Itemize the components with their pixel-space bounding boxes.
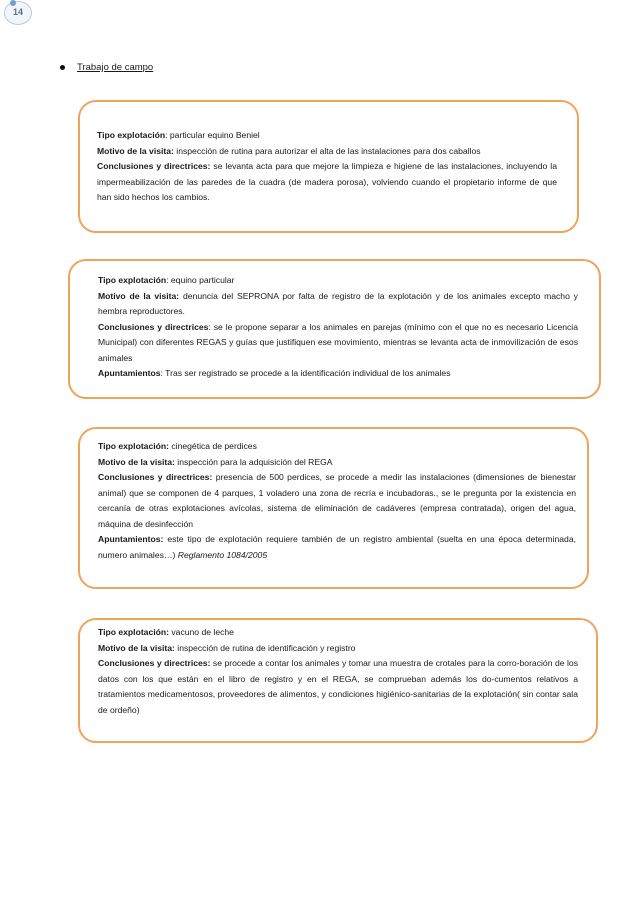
- apuntamientos: Apuntamientos: Tras ser registrado se procede a la identificación individual de los animales: [98, 368, 451, 378]
- tipo-explotacion: Tipo explotación: equino particular: [98, 275, 235, 285]
- reglamento-reference: Reglamento 1084/2005: [177, 549, 268, 560]
- conclusiones: Conclusiones y directrices: se le propone separar a los animales en parejas (mínimo con el que no es necesario Licencia Municipal) con diferentes REGAS y guías que justifiquen ese movimiento, mientras se levanta acta de inmovilización de esos animales: [98, 321, 578, 363]
- visit-card-4: [78, 618, 598, 743]
- conclusiones: Conclusiones y directrices: se levanta acta para que mejore la limpieza e higiene de las instalaciones, incluyendo la impermeabilización de las paredes de la cuadra (de madera porosa), volviendo cuando el propietario informe de que han sido hechos los cambios.: [97, 161, 557, 202]
- tipo-explotacion: Tipo explotación: vacuno de leche: [98, 627, 234, 637]
- motivo-visita: Motivo de la visita: inspección de rutina de identificación y registro: [98, 642, 356, 653]
- tipo-explotacion: Tipo explotación: cinegética de perdices: [98, 441, 257, 451]
- bullet-icon: [60, 65, 65, 70]
- page-number: 14: [12, 7, 23, 17]
- visit-card-2: [68, 259, 601, 399]
- tipo-explotacion: Tipo explotación: particular equino Beniel: [97, 130, 260, 140]
- section-title: Trabajo de campo: [77, 62, 154, 73]
- motivo-visita: Motivo de la visita: inspección para la adquisición del REGA: [98, 456, 333, 467]
- motivo-visita: Motivo de la visita: denuncia del SEPRONA por falta de registro de la explotación y de los animales excepto macho y hembra reproductores.: [98, 290, 578, 316]
- apuntamientos: Apuntamientos: este tipo de explotación requiere también de un registro ambiental (suelta en una época determinada, numero animales…) Reglamento 1084/2005: [98, 534, 576, 560]
- conclusiones: Conclusiones y directrices: presencia de 500 perdices, se procede a medir las instalaciones (dimensiones de bienestar animal) que se componen de 4 parques, 1 voladero una zona de recría e incubadoras., se le pregunta por la existencia en cercanía de otras explotaciones avícolas, sistema de eliminación de cadáveres (empresa contratada), origen del agua, máquina de desinfección: [98, 472, 576, 529]
- page-number-badge: [2, 1, 32, 23]
- section-heading: [60, 62, 153, 73]
- page-badge-dot: [10, 0, 16, 6]
- conclusiones: Conclusiones y directrices: se procede a contar los animales y tomar una muestra de crotales para la corro-boración de los datos con los que están en el libro de registro y en el REGA, se comprueban además los do-cumentos relativos a tratamientos medicamentosos, proveedores de alimentos, y condiciones higiénico-sanitarias de la explotación( sin contar sala de ordeño): [98, 658, 578, 715]
- visit-card-3: [78, 427, 589, 589]
- visit-card-1: [78, 100, 579, 233]
- motivo-visita: Motivo de la visita: inspección de rutina para autorizar el alta de las instalaciones para dos caballos: [97, 145, 481, 156]
